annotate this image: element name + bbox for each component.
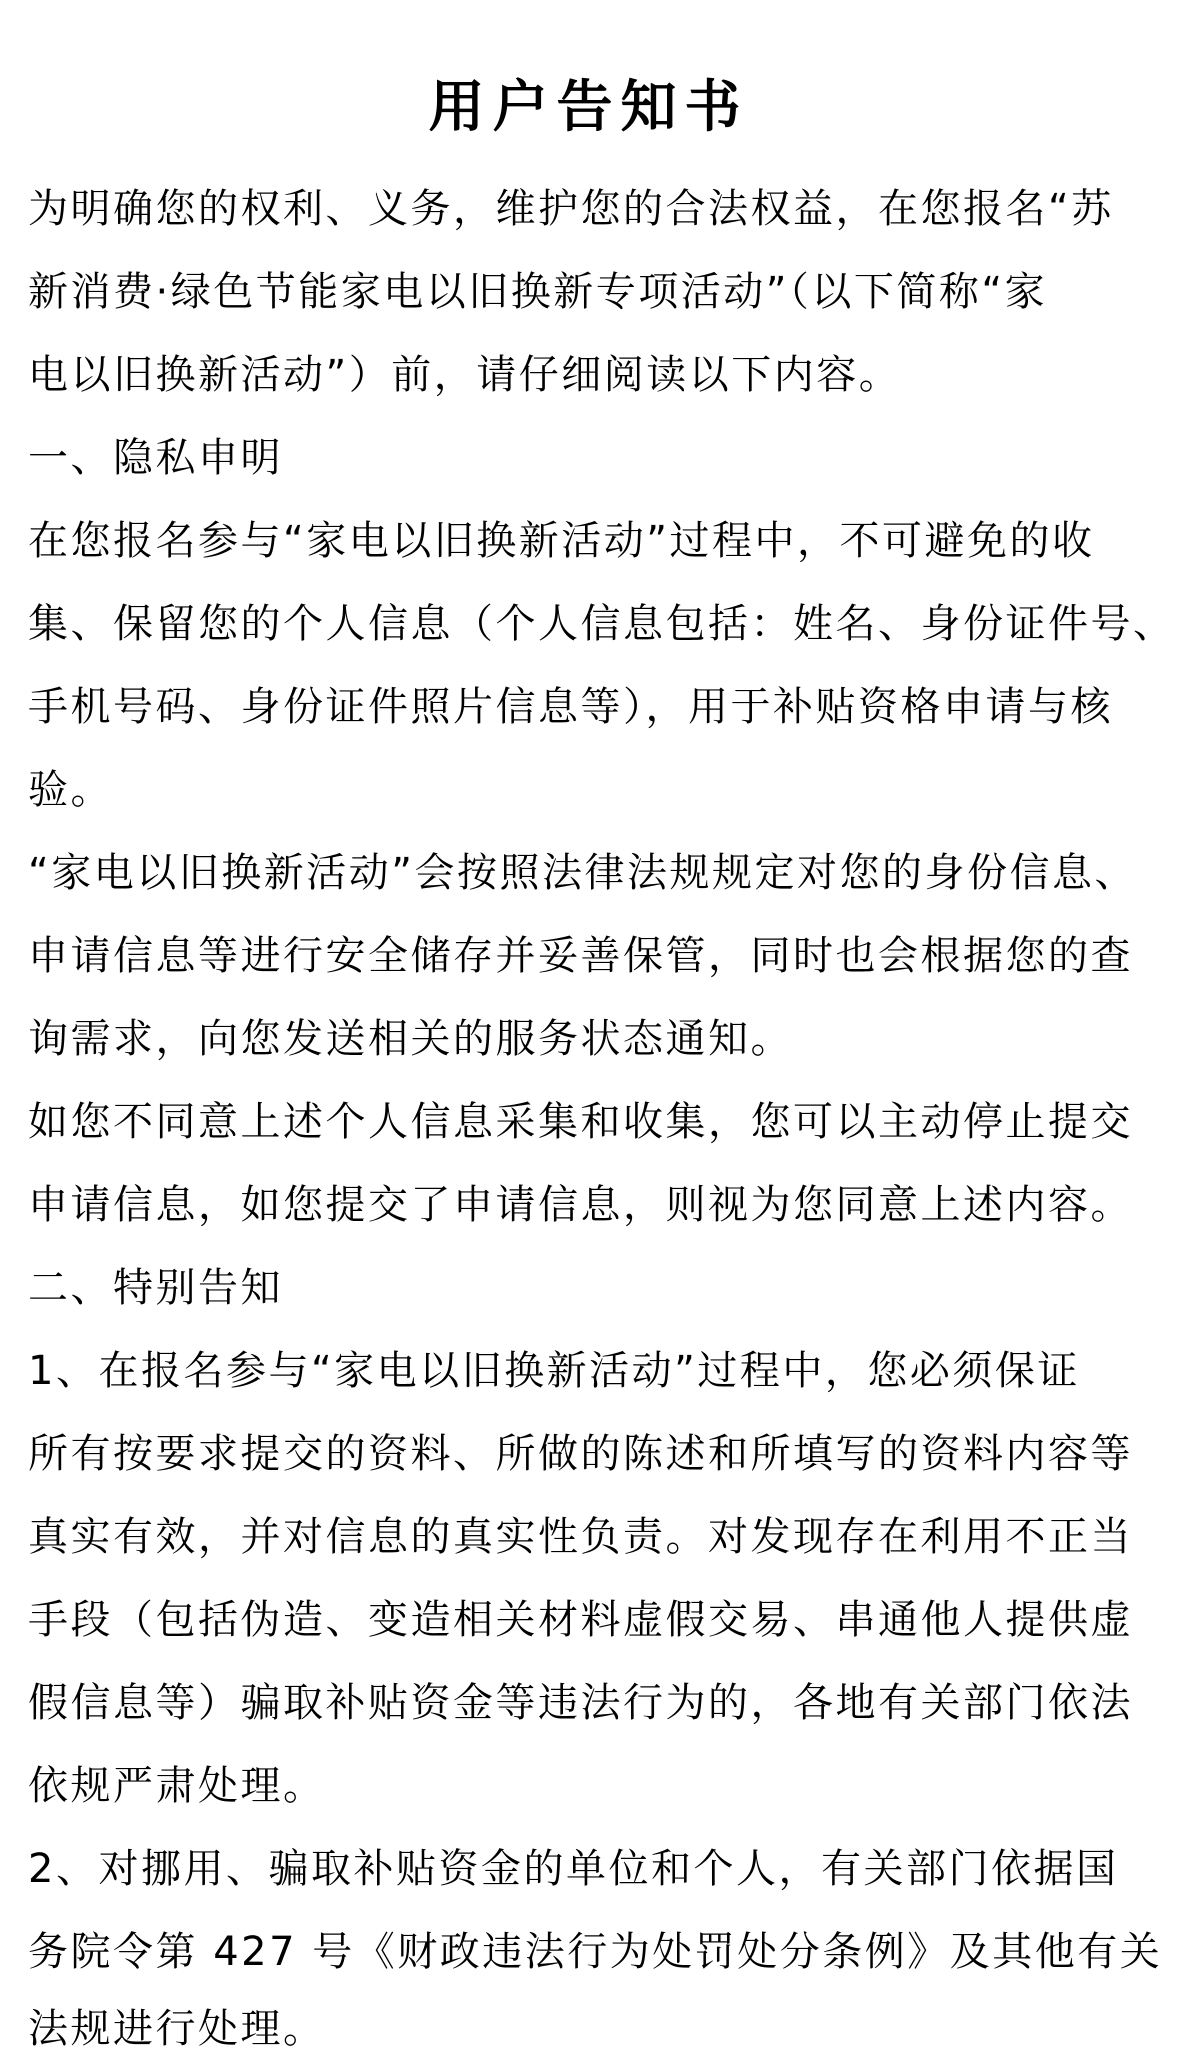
paragraph-line: 电以旧换新活动”）前，请仔细阅读以下内容。 xyxy=(28,352,902,398)
paragraph-line: 申请信息，如您提交了申请信息，则视为您同意上述内容。 xyxy=(28,1182,1133,1228)
paragraph-line: 依规严肃处理。 xyxy=(28,1763,326,1809)
paragraph-line: 验。 xyxy=(28,767,113,813)
paragraph-line: 手段（包括伪造、变造相关材料虚假交易、串通他人提供虚 xyxy=(28,1597,1133,1643)
paragraph-line: 假信息等）骗取补贴资金等违法行为的，各地有关部门依法 xyxy=(28,1680,1133,1726)
paragraph-line: 新消费·绿色节能家电以旧换新专项活动”（以下简称“家 xyxy=(28,269,1048,315)
paragraph-line: 在您报名参与“家电以旧换新活动”过程中，不可避免的收 xyxy=(28,518,1095,564)
paragraph-line: “家电以旧换新活动”会按照法律法规规定对您的身份信息、 xyxy=(28,850,1137,896)
paragraph-line: 2、对挪用、骗取补贴资金的单位和个人，有关部门依据国 xyxy=(28,1846,1119,1892)
document-title: 用户告知书 xyxy=(428,74,749,140)
section-heading: 一、隐私申明 xyxy=(28,435,283,481)
section-heading: 二、特别告知 xyxy=(28,1265,283,1311)
paragraph-line: 手机号码、身份证件照片信息等），用于补贴资格申请与核 xyxy=(28,684,1113,730)
paragraph-line: 务院令第 427 号《财政违法行为处罚处分条例》及其他有关 xyxy=(28,1929,1163,1975)
paragraph-line: 为明确您的权利、义务，维护您的合法权益，在您报名“苏 xyxy=(28,186,1114,232)
paragraph-line: 法规进行处理。 xyxy=(28,2006,326,2052)
paragraph-line: 申请信息等进行安全储存并妥善保管，同时也会根据您的查 xyxy=(28,933,1133,979)
paragraph-line: 真实有效，并对信息的真实性负责。对发现存在利用不正当 xyxy=(28,1514,1133,1560)
paragraph-line: 所有按要求提交的资料、所做的陈述和所填写的资料内容等 xyxy=(28,1431,1133,1477)
paragraph-line: 1、在报名参与“家电以旧换新活动”过程中，您必须保证 xyxy=(28,1348,1080,1394)
paragraph-line: 询需求，向您发送相关的服务状态通知。 xyxy=(28,1016,793,1062)
paragraph-line: 集、保留您的个人信息（个人信息包括：姓名、身份证件号、 xyxy=(28,601,1176,647)
paragraph-line: 如您不同意上述个人信息采集和收集，您可以主动停止提交 xyxy=(28,1099,1133,1145)
